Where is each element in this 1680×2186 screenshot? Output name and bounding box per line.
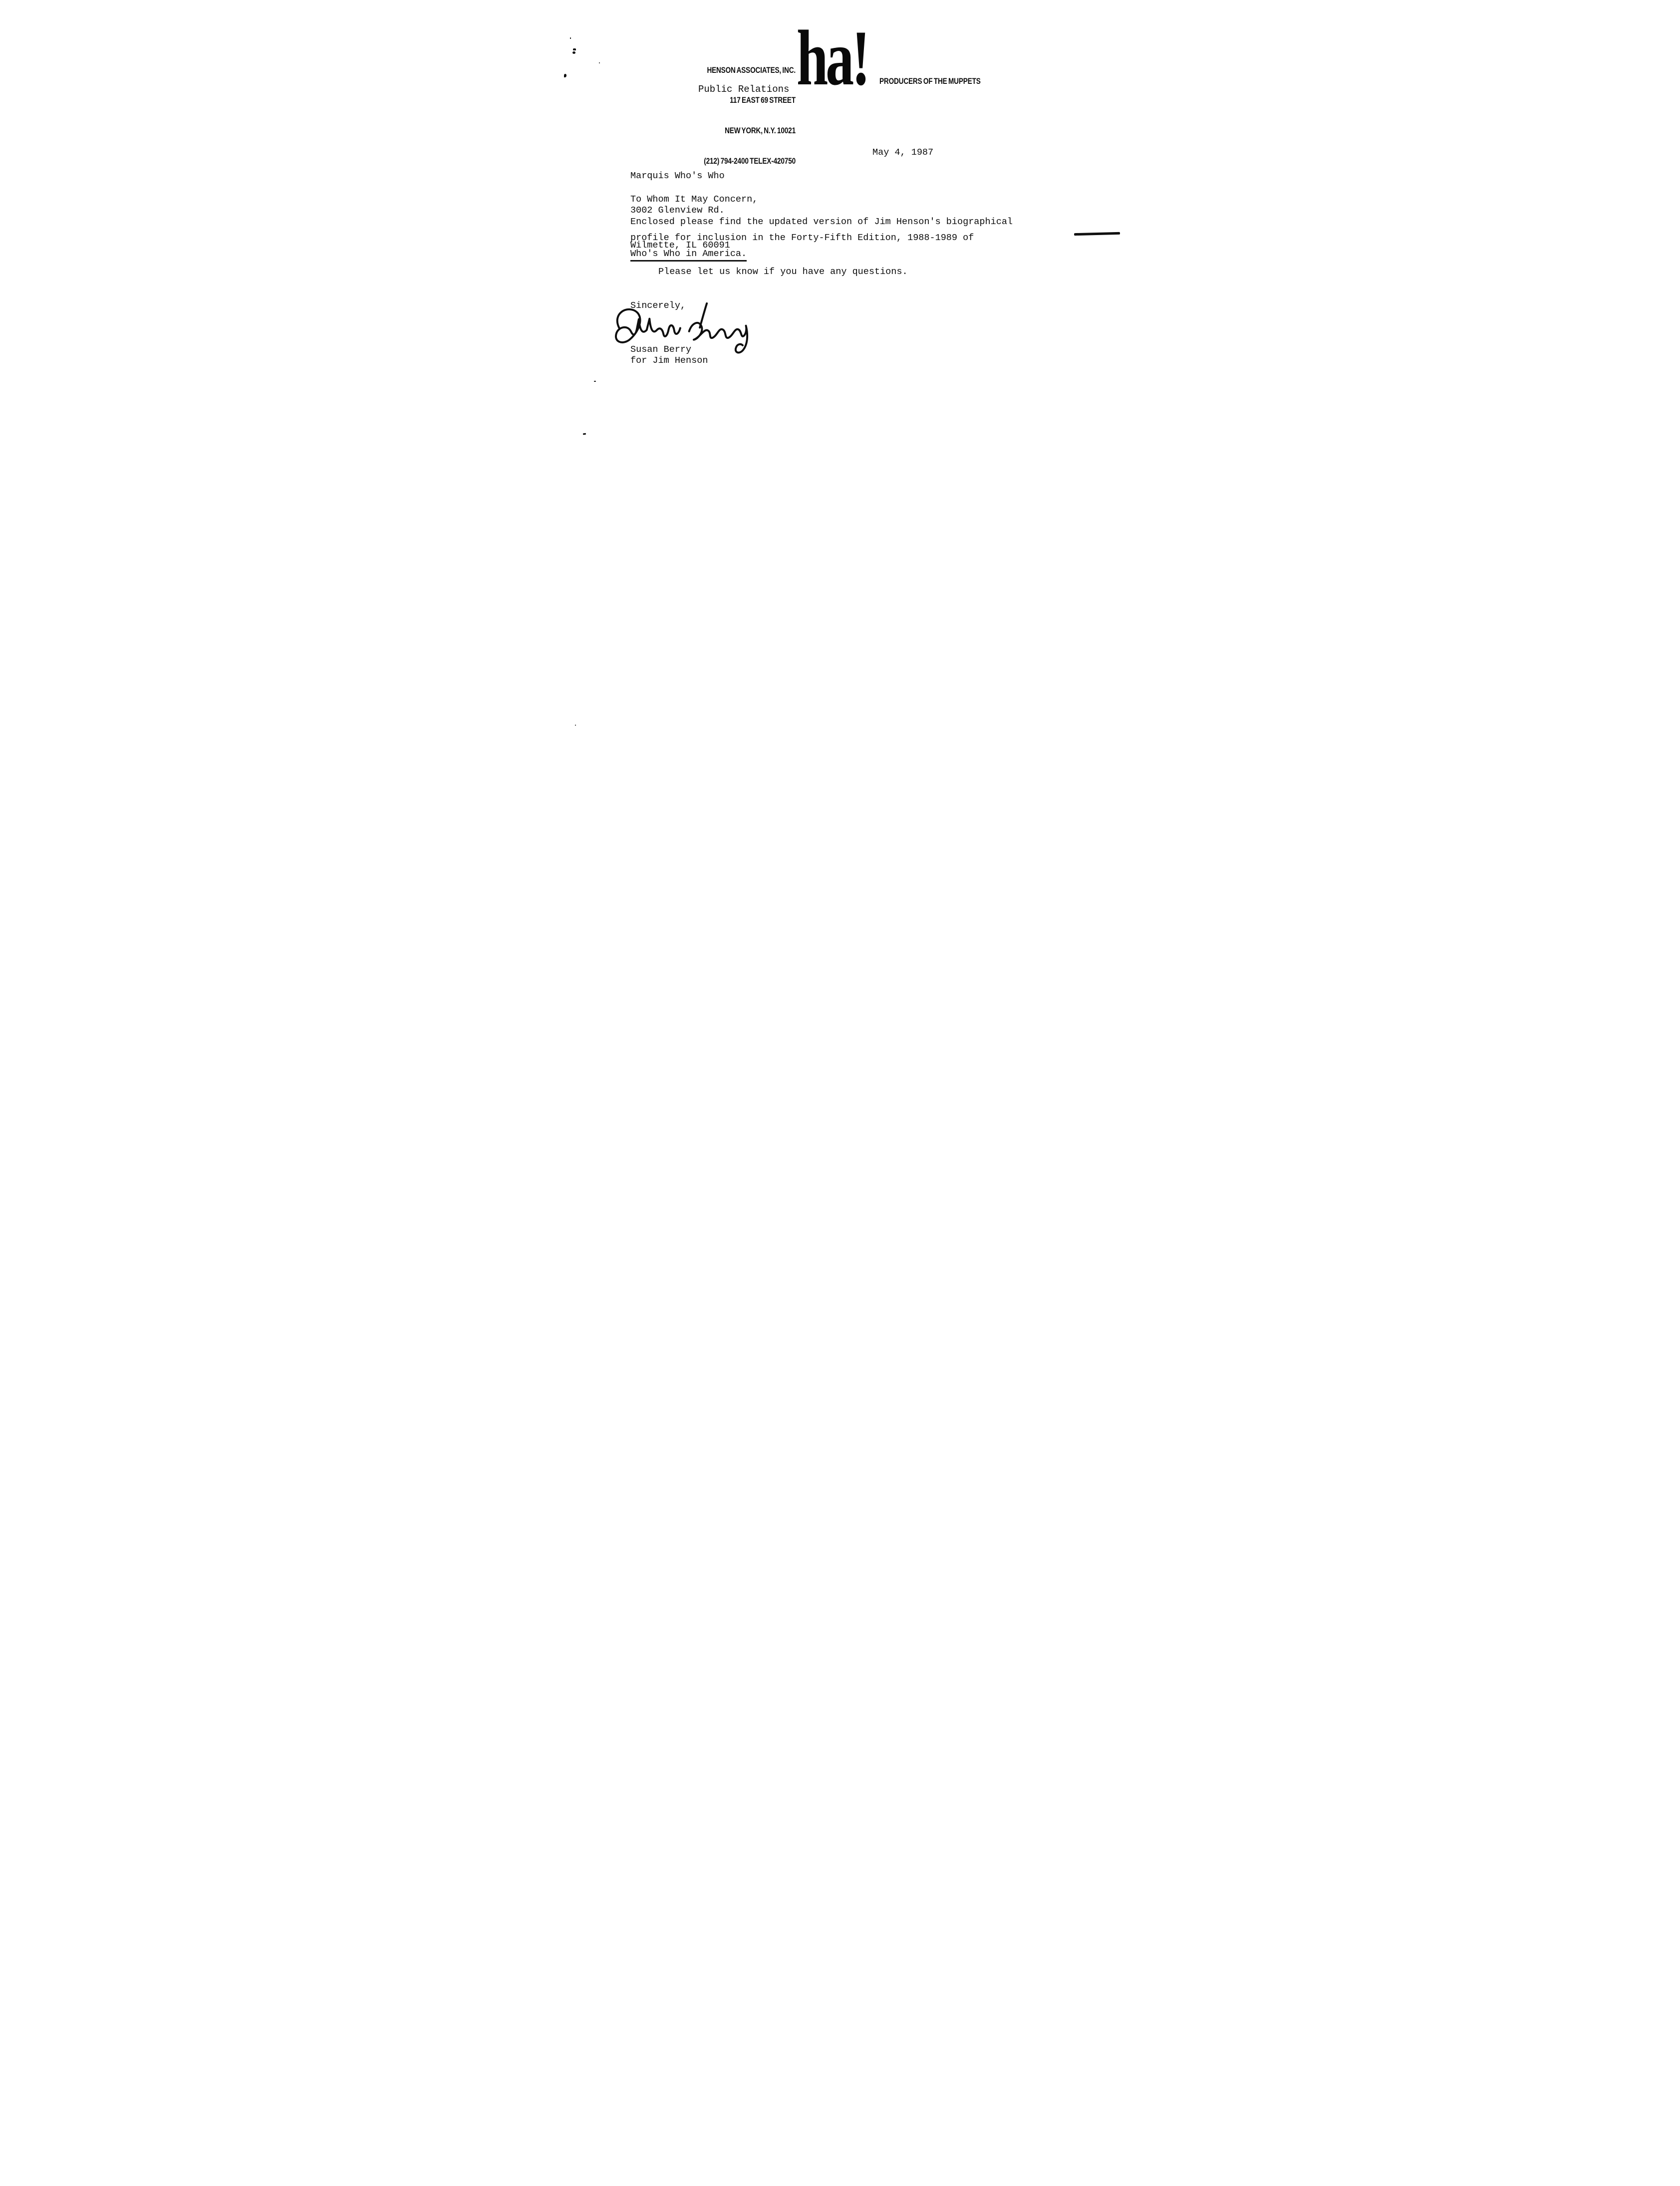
scan-artifact-speck [575,725,576,726]
scan-artifact-speck [583,433,586,435]
salutation: To Whom It May Concern, [630,194,758,205]
body-line-4: Please let us know if you have any questions. [658,267,908,277]
letterhead-address-line1: 117 EAST 69 STREET [730,95,796,105]
body-line-1: Enclosed please find the updated version of Jim Henson's biographical [630,217,1013,227]
scan-artifact-speck [570,37,571,39]
scan-artifact-speck [572,51,575,54]
signer-name: Susan Berry [630,344,692,355]
letterhead-phone-telex: (212) 794-2400 TELEX-420750 [704,156,796,166]
signature-stroke-berry [689,323,747,353]
signer-note: for Jim Henson [630,355,708,366]
recipient-street: 3002 Glenview Rd. [630,205,725,216]
letter-page [560,0,1120,729]
scan-artifact-speck [594,381,596,382]
body-line-2: profile for inclusion in the Forty-Fifth Edition, 1988-1989 of [630,233,974,243]
valediction: Sincerely, [630,300,686,311]
scan-artifact-speck [573,48,576,50]
recipient-name: Marquis Who's Who [630,170,725,181]
scan-artifact-pen-line [1074,232,1120,236]
underlined-book-title: Who's Who in America. [630,249,747,262]
letterhead-address-line2: NEW YORK, N.Y. 10021 [725,126,796,136]
letterhead-company: HENSON ASSOCIATES, INC. [707,65,796,75]
letterhead-tagline: PRODUCERS OF THE MUPPETS [879,76,981,86]
signature-stroke-susan [616,309,680,342]
scan-artifact-speck [599,62,600,63]
scan-artifact-speck [564,74,566,77]
body-line-3 [630,248,747,260]
letter-date: May 4, 1987 [872,147,934,158]
ha-logo: ha! [797,14,868,102]
recipient-city-state-zip: Wilmette, IL 60091 [630,240,730,251]
letterhead-department: Public Relations [698,84,790,95]
